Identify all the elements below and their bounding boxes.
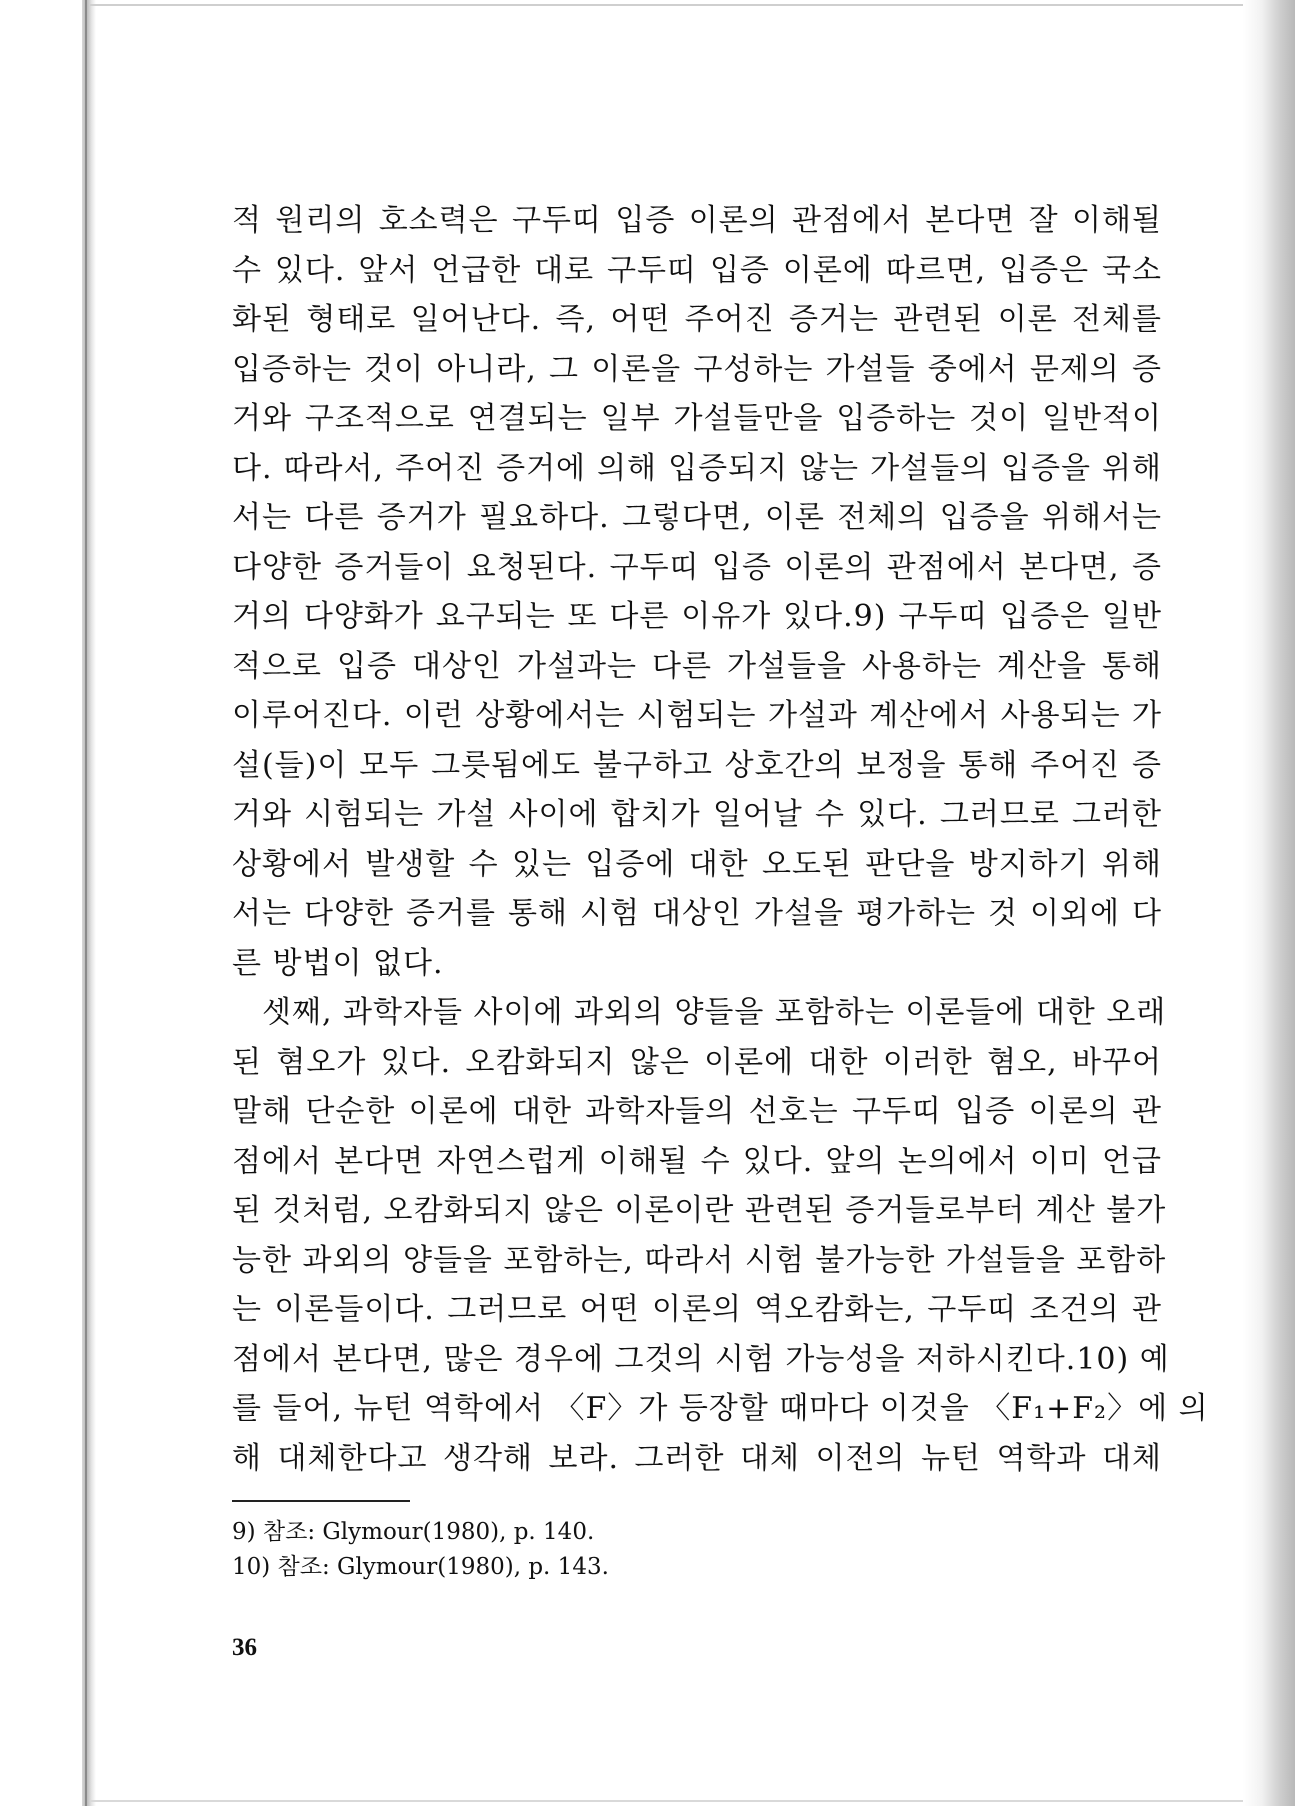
body-line: 다양한 증거들이 요청된다. 구두띠 입증 이론의 관점에서 본다면, 증 <box>232 549 1162 585</box>
page-top-border <box>90 4 1250 6</box>
body-line: 적으로 입증 대상인 가설과는 다른 가설들을 사용하는 계산을 통해 <box>232 648 1162 684</box>
body-line: 수 있다. 앞서 언급한 대로 구두띠 입증 이론에 따르면, 입증은 국소 <box>232 252 1162 288</box>
body-line: 른 방법이 없다. <box>232 945 444 981</box>
footnote-10: 10) 참조: Glymour(1980), p. 143. <box>232 1554 609 1580</box>
body-line: 입증하는 것이 아니라, 그 이론을 구성하는 가설들 중에서 문제의 증 <box>232 351 1162 387</box>
body-line: 능한 과외의 양들을 포함하는, 따라서 시험 불가능한 가설들을 포함하 <box>232 1242 1167 1278</box>
body-line: 거와 시험되는 가설 사이에 합치가 일어날 수 있다. 그러므로 그러한 <box>232 797 1162 832</box>
body-line: 서는 다른 증거가 필요하다. 그렇다면, 이론 전체의 입증을 위해서는 <box>232 500 1162 535</box>
footnotes <box>232 1515 609 1585</box>
body-line: 해 대체한다고 생각해 보라. 그러한 대체 이전의 뉴턴 역학과 대체 <box>232 1440 1162 1476</box>
body-line: 적 원리의 호소력은 구두띠 입증 이론의 관점에서 본다면 잘 이해될 <box>232 203 1162 238</box>
page-binding-edge <box>82 0 96 1806</box>
body-line: 상황에서 발생할 수 있는 입증에 대한 오도된 판단을 방지하기 위해 <box>232 846 1162 882</box>
page-right-shadow <box>1243 0 1295 1806</box>
body-line: 점에서 본다면 자연스럽게 이해될 수 있다. 앞의 논의에서 이미 언급 <box>232 1143 1162 1179</box>
body-line: 점에서 본다면, 많은 경우에 그것의 시험 가능성을 저하시킨다.10) 예 <box>232 1341 1170 1377</box>
footnote-divider <box>232 1500 410 1502</box>
body-line: 화된 형태로 일어난다. 즉, 어떤 주어진 증거는 관련된 이론 전체를 <box>232 302 1162 337</box>
body-line: 거의 다양화가 요구되는 또 다른 이유가 있다.9) 구두띠 입증은 일반 <box>232 599 1162 634</box>
page-number: 36 <box>232 1634 257 1661</box>
body-line: 를 들어, 뉴턴 역학에서 〈F〉가 등장할 때마다 이것을 〈F₁+F₂〉에 의 <box>232 1391 1209 1426</box>
body-text <box>232 196 1209 1483</box>
footnote-9: 9) 참조: Glymour(1980), p. 140. <box>232 1519 595 1545</box>
body-line: 이루어진다. 이런 상황에서는 시험되는 가설과 계산에서 사용되는 가 <box>232 698 1162 733</box>
body-line: 서는 다양한 증거를 통해 시험 대상인 가설을 평가하는 것 이외에 다 <box>232 896 1162 931</box>
body-line: 된 것처럼, 오캄화되지 않은 이론이란 관련된 증거들로부터 계산 불가 <box>232 1193 1167 1228</box>
page-bottom-border <box>90 1800 1250 1802</box>
body-line: 된 혐오가 있다. 오캄화되지 않은 이론에 대한 이러한 혐오, 바꾸어 <box>232 1044 1162 1080</box>
body-line: 설(들)이 모두 그릇됨에도 불구하고 상호간의 보정을 통해 주어진 증 <box>232 747 1162 783</box>
body-line: 거와 구조적으로 연결되는 일부 가설들만을 입증하는 것이 일반적이 <box>232 401 1162 436</box>
body-line-paragraph-start: 셋째, 과학자들 사이에 과외의 양들을 포함하는 이론들에 대한 오래 <box>262 995 1167 1030</box>
body-line: 는 이론들이다. 그러므로 어떤 이론의 역오캄화는, 구두띠 조건의 관 <box>232 1292 1162 1327</box>
body-line: 다. 따라서, 주어진 증거에 의해 입증되지 않는 가설들의 입증을 위해 <box>232 450 1162 486</box>
body-line: 말해 단순한 이론에 대한 과학자들의 선호는 구두띠 입증 이론의 관 <box>232 1094 1162 1129</box>
